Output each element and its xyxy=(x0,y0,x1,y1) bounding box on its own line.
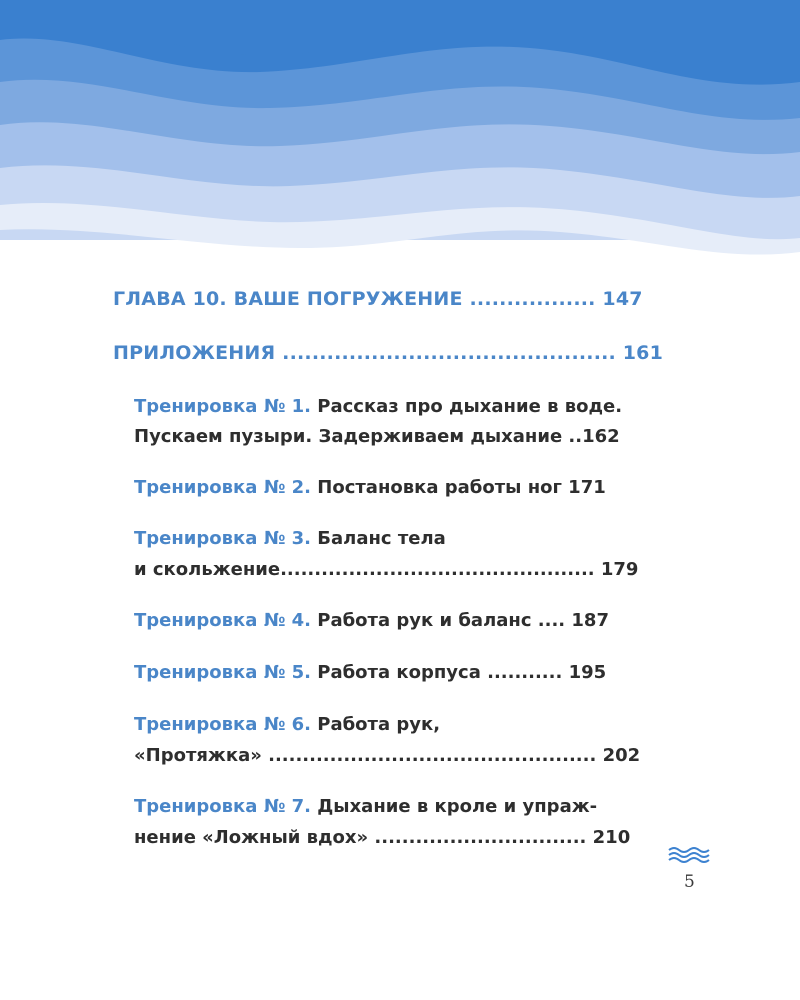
toc-item-label: Тренировка № 4. xyxy=(134,610,311,631)
toc-appendix[interactable]: ПРИЛОЖЕНИЯ ............................................. 161 xyxy=(113,342,664,364)
page-number: 5 xyxy=(684,872,695,892)
toc-item-title: Работа корпуса ........... 195 xyxy=(317,662,607,683)
toc-item-5[interactable] xyxy=(134,662,606,683)
toc-item-3-continuation[interactable]: и скольжение.............................................. 179 xyxy=(134,559,639,580)
toc-item-label: Тренировка № 5. xyxy=(134,662,311,683)
toc-item-label: Тренировка № 6. xyxy=(134,714,311,735)
toc-item-3[interactable] xyxy=(134,528,446,549)
toc-item-title: Работа рук и баланс .... 187 xyxy=(317,610,609,631)
toc-item-label: Тренировка № 7. xyxy=(134,796,311,817)
toc-item-7-continuation[interactable]: нение «Ложный вдох» ............................... 210 xyxy=(134,827,631,848)
toc-item-4[interactable] xyxy=(134,610,609,631)
toc-item-title: Работа рук, xyxy=(317,714,441,735)
toc-item-1[interactable] xyxy=(134,396,622,417)
toc-item-title: Баланс тела xyxy=(317,528,446,549)
waves-icon xyxy=(668,846,710,864)
toc-item-label: Тренировка № 2. xyxy=(134,477,311,498)
toc-item-title: Постановка работы ног 171 xyxy=(317,477,606,498)
toc-item-7[interactable] xyxy=(134,796,597,817)
toc-item-6-continuation[interactable]: «Протяжка» ................................................ 202 xyxy=(134,745,641,766)
toc-chapter-10[interactable]: ГЛАВА 10. ВАШЕ ПОГРУЖЕНИЕ ................. 147 xyxy=(113,288,643,310)
toc-item-title: Дыхание в кроле и упраж- xyxy=(317,796,598,817)
toc-item-2[interactable] xyxy=(134,477,606,498)
toc-item-label: Тренировка № 3. xyxy=(134,528,311,549)
toc-item-title: Рассказ про дыхание в воде. xyxy=(317,396,623,417)
toc-item-label: Тренировка № 1. xyxy=(134,396,311,417)
toc-item-6[interactable] xyxy=(134,714,440,735)
toc-item-1-continuation[interactable]: Пускаем пузыри. Задерживаем дыхание ..162 xyxy=(134,426,620,447)
